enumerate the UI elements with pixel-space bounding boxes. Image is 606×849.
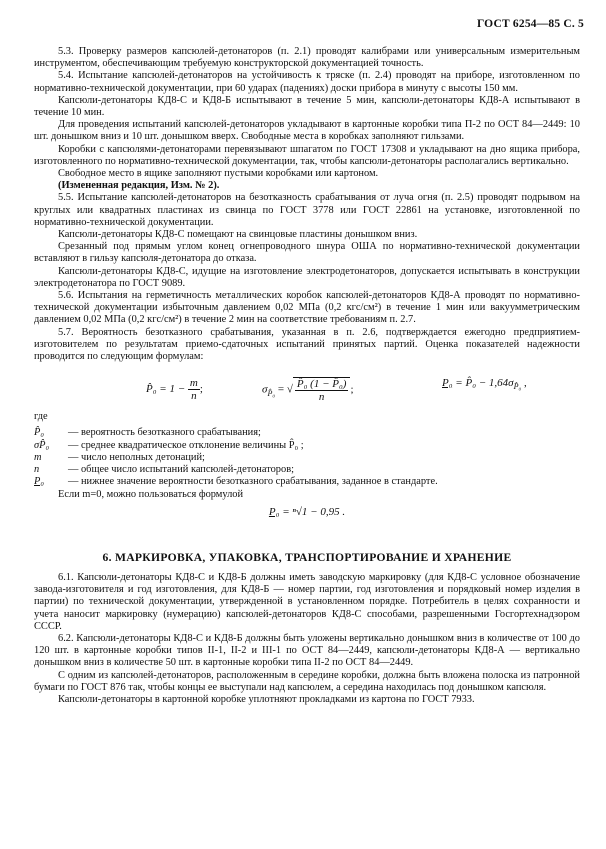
legend-item: m — число неполных детонаций; <box>34 451 205 463</box>
paragraph-5-6: 5.6. Испытания на герметичность металлических коробок капсюлей-детонаторов КД8-А проводят по нормативно-технической документации избыточным давлением 0,02 МПа (0,2 кгс/см²) в течение 1 мин или вакуумметрическим давлением 0,02 МПа (0,2 кгс/см²) в течение 2 мин на соответствие требованиям п. 2.7. <box>34 290 580 326</box>
legend-item: n — общее число испытаний капсюлей-детонаторов; <box>34 464 294 476</box>
paragraph-5-4-packing: Для проведения испытаний капсюлей-детонаторов укладывают в картонные коробки типа П-2 по ОСТ 84—2449: 10 шт. донышком вниз и 10 шт. донышком вверх. Свободные места в коробках заполняют гильзами. <box>34 119 580 143</box>
paragraph-5-4-duration: Капсюли-детонаторы КД8-С и КД8-Б испытывают в течение 5 мин, капсюли-детонаторы КД8-А испытывают в течение 10 мин. <box>34 94 580 119</box>
symbol-legend <box>34 427 580 488</box>
document-body <box>34 46 580 706</box>
page-header: ГОСТ 6254—85 С. 5 <box>476 18 584 30</box>
legend-item: σP̂₀ — среднее квадратическое отклонение величины P̂₀ ; <box>34 439 304 451</box>
formula-zero-failures: P₀ = ⁿ√1 − 0,95 . <box>268 505 346 518</box>
legend-item: P₀ — нижнее значение вероятности безотказного срабатывания, заданное в стандарте. <box>34 476 438 488</box>
legend-after: Если m=0, можно пользоваться формулой <box>58 488 244 500</box>
paragraph-5-7: 5.7. Вероятность безотказного срабатывания, указанная в п. 2.6, подтверждается ежегодно предприятием-изготовителем по результатам приемо-сдаточных испытаний принятых партий. Оценка показателей надежности проводится по следующим формулам: <box>34 326 580 363</box>
legend-item: P̂₀ — вероятность безотказного срабатывания; <box>34 427 261 439</box>
formula-sigma: $\sigma_{P̂_0}$ = √ $\frac{\text{P̂₀ (1 − P̂₀)}}{n}$ ; <box>262 378 354 404</box>
paragraph-6-2-strip: С одним из капсюлей-детонаторов, расположенным в середине коробки, должна быть вложена полоска из патронной бумаги по ГОСТ 876 так, чтобы концы ее выступали над капсюлем, а середина находилась под донышком капсюля. <box>34 669 580 693</box>
paragraph-5-3: 5.3. Проверку размеров капсюлей-детонаторов (п. 2.1) проводят калибрами или универсальным измерительным инструментом, обеспечивающим требуемую конструкторской документацией точность. <box>34 46 580 70</box>
section-title: 6. МАРКИРОВКА, УПАКОВКА, ТРАНСПОРТИРОВАНИЕ И ХРАНЕНИЕ <box>102 550 512 564</box>
paragraph-5-5-fuse: Срезанный под прямым углом конец огнепроводного шнура ОША по нормативно-технической документации вставляют в гильзу капсюля-детонатора до отказа. <box>34 241 580 265</box>
edition-note: (Измененная редакция, Изм. № 2). <box>58 180 220 192</box>
legend-block <box>34 411 580 500</box>
paragraph-5-4-boxes: Коробки с капсюлями-детонаторами перевязывают шпагатом по ГОСТ 17308 и укладывают на дно ящика прибора, изготовленного по нормативно-технической документации, так, чтобы капсюли-детонаторы располагались вертикально. <box>34 143 580 167</box>
paragraph-5-4-free-space: Свободное место в ящике заполняют пустыми коробками или картоном. <box>58 168 379 180</box>
paragraph-5-5: 5.5. Испытание капсюлей-детонаторов на безотказность срабатывания от луча огня (п. 2.5) проводят подрывом на круглых или квадратных пластинах из свинца по ГОСТ 3778 или ГОСТ 22861 на установке, изготовленной по нормативно-технической документации. <box>34 192 580 228</box>
legend-intro: где <box>34 411 48 423</box>
formula-p0-hat: P̂₀ = 1 − $\frac{m}{n}$ ; <box>146 377 203 403</box>
paragraph-5-5-electro: Капсюли-детонаторы КД8-С, идущие на изготовление электродетонаторов, допускается испытывать в конструкции электродетонатора по ГОСТ 9089. <box>34 265 580 289</box>
paragraph-6-2-padding: Капсюли-детонаторы в картонной коробке уплотняют прокладками из картона по ГОСТ 7933. <box>58 693 475 705</box>
paragraph-6-2: 6.2. Капсюли-детонаторы КД8-С и КД8-Б должны быть уложены вертикально донышком вниз в количестве от 100 до 120 шт. в картонные коробки типов II-1, II-2 и III-1 по ОСТ 84—2449, капсюли-детонаторы КД8-А — вертикально донышком вниз в количестве 50 шт. в картонные коробки типа II-2 по ОСТ 84—2449. <box>34 632 580 669</box>
paragraph-5-5-placement: Капсюли-детонаторы КД8-С помещают на свинцовые пластины донышком вниз. <box>58 229 418 241</box>
reliability-formulas <box>34 365 580 411</box>
paragraph-6-1: 6.1. Капсюли-детонаторы КД8-С и КД8-Б должны иметь заводскую маркировку (для КД8-С условное обозначение завода-изготовителя и год изготовления, для КД8-Б — номер партии, год изготовления и порядковый номер изделия в партии) по технической документации, утвержденной в установленном порядке. Потребитель в целях сохранности и учета наносит маркировку (нумерацию) капсюлей-детонаторов КД8-С способами, разрешенными Госгортехнадзором СССР. <box>34 571 580 632</box>
formula-p0-lower: P₀ = P̂₀ − $1,64\sigma_{P̂_0}$ , <box>442 377 527 392</box>
paragraph-5-4: 5.4. Испытание капсюлей-детонаторов на устойчивость к тряске (п. 2.4) проводят на приборе, изготовленном по нормативно-технической документации, при 60 ударах (падениях) доски прибора в минуту с высоты 150 мм. <box>34 70 580 94</box>
